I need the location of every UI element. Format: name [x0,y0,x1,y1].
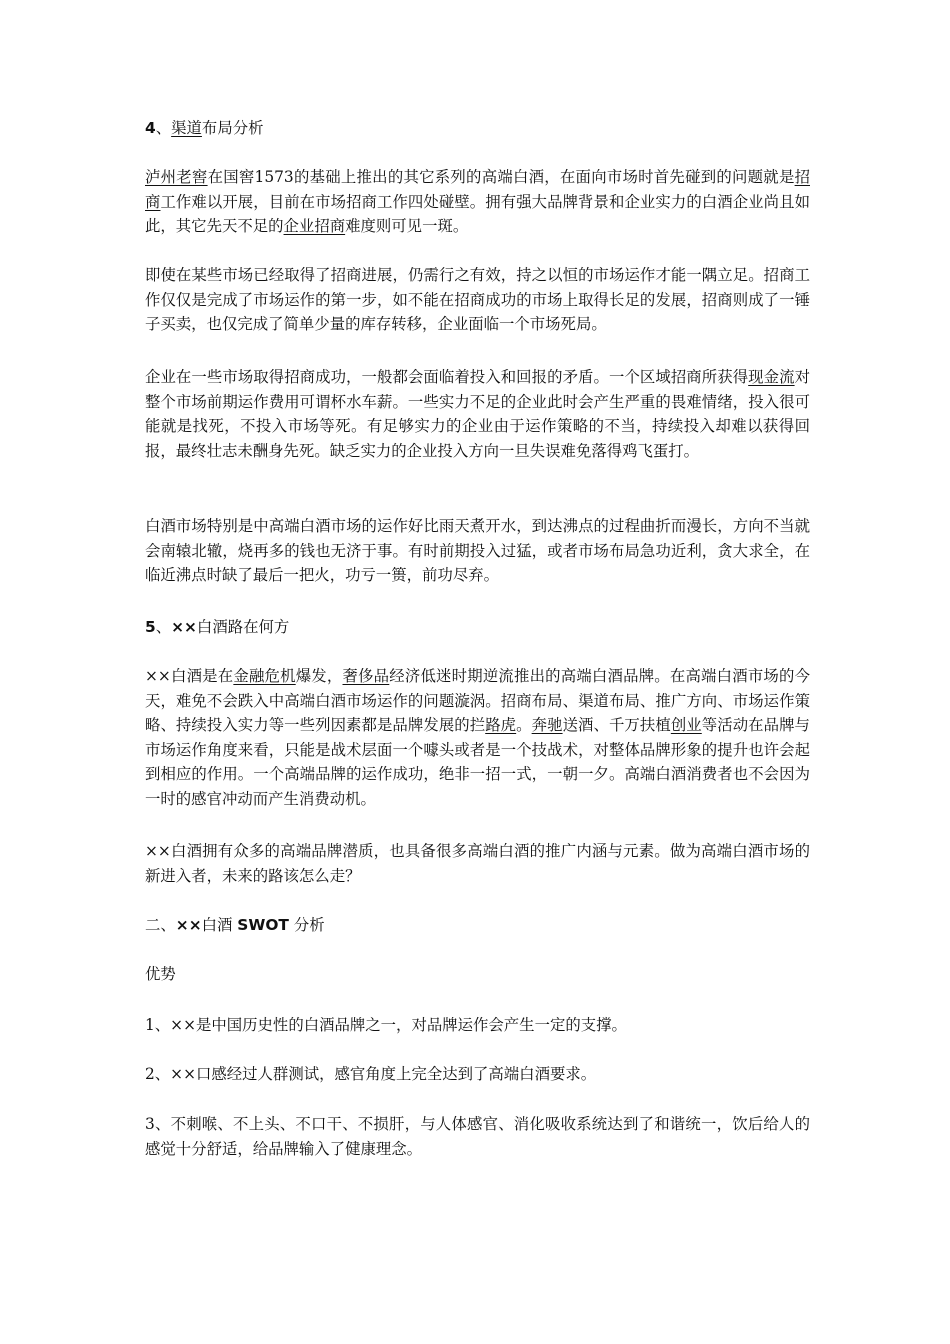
paragraph-brand-launch: ××白酒是在金融危机爆发，奢侈品经济低迷时期逆流推出的高端白酒品牌。在高端白酒市场的今天，难免不会跌入中高端白酒市场运作的问题漩涡。招商布局、渠道布局、推广方向、市场运作策略、持续投入实力等一些列因素都是品牌发展的拦路虎。奔驰送酒、千万扶植创业等活动在品牌与市场运作角度来看，只能是战术层面一个噱头或者是一个技战术，对整体品牌形象的提升也许会起到相应的作用。一个高端品牌的运作成功，绝非一招一式，一朝一夕。高端白酒消费者也不会因为一时的感官冲动而产生消费动机。 [145,667,810,808]
paragraph-investment-return: 企业在一些市场取得招商成功，一般都会面临着投入和回报的矛盾。一个区域招商所获得现金流对整个市场前期运作费用可谓杯水车薪。一些实力不足的企业此时会产生严重的畏难情绪，投入很可能就是找死，不投入市场等死。有足够实力的企业由于运作策略的不当，持续投入却难以获得回报，最终壮志未酬身先死。缺乏实力的企业投入方向一旦失误难免落得鸡飞蛋打。 [145,368,810,460]
paragraph-brand-potential: ××白酒拥有众多的高端品牌潜质，也具备很多高端白酒的推广内涵与元素。做为高端白酒市场的新进入者，未来的路该怎么走？ [145,842,810,885]
heading-advantages: 优势 [145,965,176,983]
advantage-item-2: 2、××口感经过人群测试，感官角度上完全达到了高端白酒要求。 [145,1065,597,1083]
paragraph-luzhou-laojiao: 泸州老窖在国窖1573的基础上推出的其它系列的高端白酒，在面向市场时首先碰到的问题就是招商工作难以开展，目前在市场招商工作四处碰壁。拥有强大品牌背景和企业实力的白酒企业尚且如此，其它先天不足的企业招商难度则可见一斑。 [145,168,810,235]
advantage-item-3: 3、不刺喉、不上头、不口干、不损肝，与人体感官、消化吸收系统达到了和谐统一，饮后给人的感觉十分舒适，给品牌输入了健康理念。 [145,1115,810,1158]
heading-swot: 二、××白酒 SWOT 分析 [145,916,325,934]
heading-channel-layout: 4、渠道布局分析 [145,119,264,137]
advantage-item-1: 1、××是中国历史性的白酒品牌之一，对品牌运作会产生一定的支撑。 [145,1016,627,1034]
paragraph-boiling-water: 白酒市场特别是中高端白酒市场的运作好比雨天煮开水，到达沸点的过程曲折而漫长，方向不当就会南辕北辙，烧再多的钱也无济于事。有时前期投入过猛，或者市场布局急功近利，贪大求全，在临近沸点时缺了最后一把火，功亏一篑，前功尽弃。 [145,517,810,584]
heading-road-ahead: 5、××白酒路在何方 [145,618,290,636]
paragraph-investment-progress: 即使在某些市场已经取得了招商进展，仍需行之有效，持之以恒的市场运作才能一隅立足。招商工作仅仅是完成了市场运作的第一步，如不能在招商成功的市场上取得长足的发展，招商则成了一锤子买卖，也仅完成了简单少量的库存转移，企业面临一个市场死局。 [145,266,810,333]
